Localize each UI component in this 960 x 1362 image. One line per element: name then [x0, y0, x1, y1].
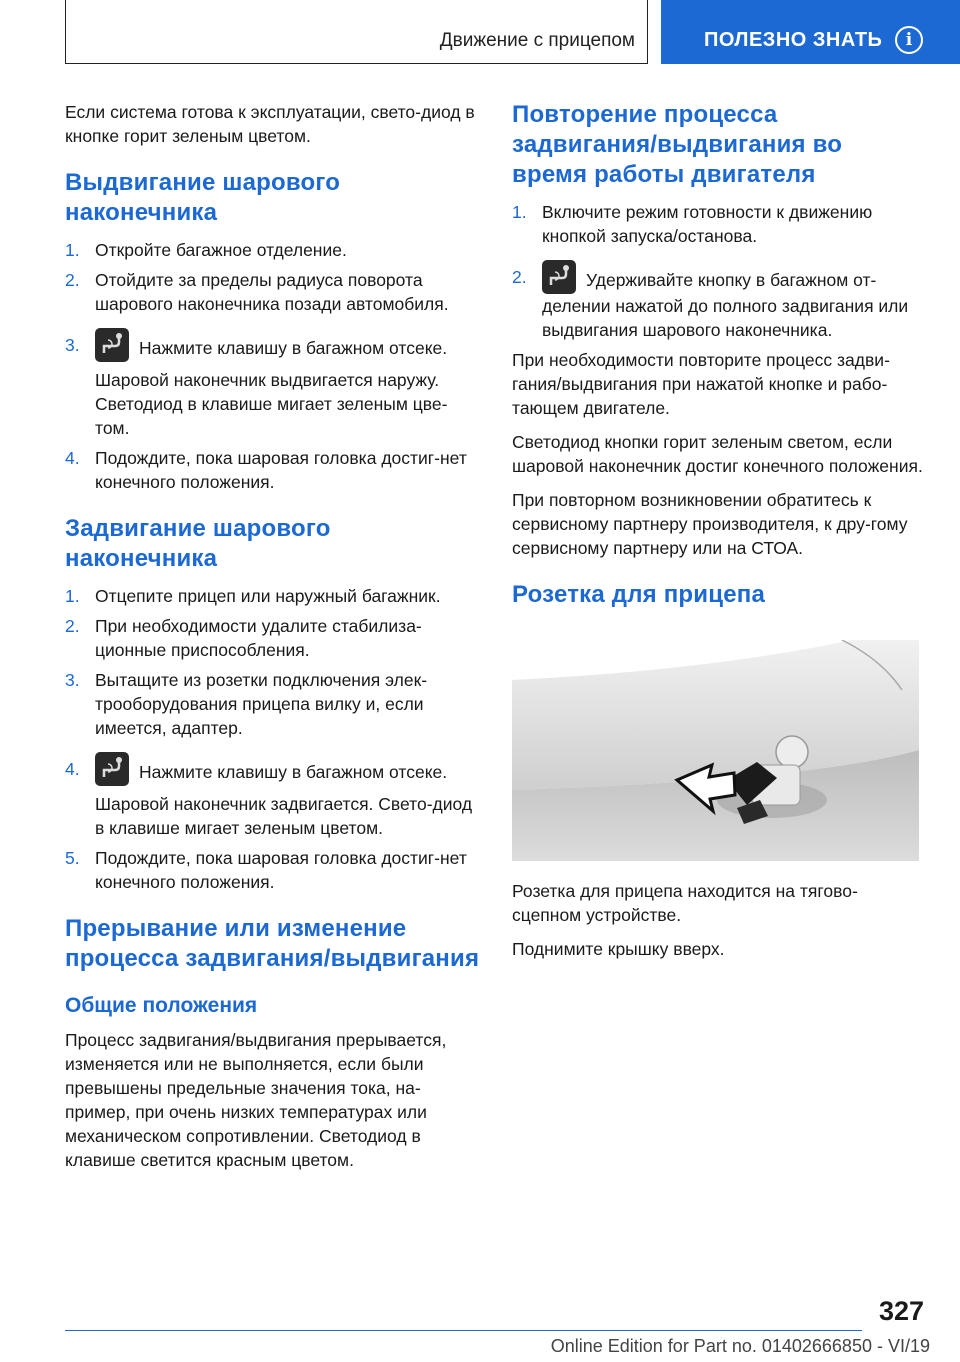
- step-note: Шаровой наконечник выдвигается наружу. Светодиод в клавише мигает зеленым цве-том.: [95, 370, 448, 438]
- left-column: [65, 100, 480, 1182]
- heading-extend: Выдвигание шарового наконечника: [65, 169, 341, 226]
- list-item: 2. Отойдите за пределы радиуса поворота шарового наконечника позади автомобиля.: [65, 270, 449, 314]
- socket-text: Поднимите крышку вверх.: [512, 939, 725, 959]
- header-section-box: [65, 0, 648, 64]
- trailer-hitch-button-icon: [95, 328, 129, 362]
- trailer-hitch-button-icon: [95, 752, 129, 786]
- intro-text: Если система готова к эксплуатации, свето-диод в кнопке горит зеленым цветом.: [65, 102, 475, 146]
- list-item: 3. Нажмите клавишу в багажном отсеке.: [65, 328, 480, 362]
- heading-interrupt: Прерывание или изменение процесса задвигания/выдвигания: [65, 915, 480, 972]
- info-icon: i: [895, 26, 923, 54]
- list-item: 5. Подождите, пока шаровая головка достиг-нет конечного положения.: [65, 848, 467, 892]
- paragraph: Светодиод кнопки горит зеленым светом, если шаровой наконечник достиг конечного положения.: [512, 432, 923, 476]
- paragraph: При необходимости повторите процесс задви-гания/выдвигания при нажатой кнопке и рабо-тающем двигателе.: [512, 350, 890, 418]
- general-text: Процесс задвигания/выдвигания прерывается, изменяется или не выполняется, если были превышены предельные значения тока, на-пример, при очень низких температурах или механическом сопротивлении. Светодиод в клавише светится красным цветом.: [65, 1030, 447, 1170]
- list-item: 4. Подождите, пока шаровая головка достиг-нет конечного положения.: [65, 448, 467, 492]
- list-item: 4. Нажмите клавишу в багажном отсеке.: [65, 752, 480, 786]
- list-item: 1. Откройте багажное отделение.: [65, 240, 347, 260]
- header-chapter-tab[interactable]: [661, 0, 960, 64]
- trailer-hitch-button-icon: [542, 260, 576, 294]
- footer-edition: Online Edition for Part no. 01402666850 - VI/19: [550, 1336, 930, 1356]
- list-item: 3. Вытащите из розетки подключения элек-трооборудования прицепа вилку и, если имеется, адаптер.: [65, 670, 428, 738]
- list-item: 1. Включите режим готовности к движению кнопкой запуска/останова.: [512, 202, 873, 246]
- chapter-title: ПОЛЕЗНО ЗНАТЬ: [704, 29, 883, 51]
- paragraph: При повторном возникновении обратитесь к сервисному партнеру производителя, к дру-гому сервисному партнеру или на СТОА.: [512, 490, 908, 558]
- page-number: 327: [878, 1296, 924, 1326]
- list-item: 2. Удерживайте кнопку в багажном от-делении нажатой до полного задвигания или выдвигания шарового наконечника.: [512, 260, 924, 342]
- list-item: 2. При необходимости удалите стабилиза-ционные приспособления.: [65, 616, 422, 660]
- step-note: Шаровой наконечник задвигается. Свето-диод в клавише мигает зеленым цветом.: [95, 794, 473, 838]
- socket-text: Розетка для прицепа находится на тягово-сцепном устройстве.: [512, 881, 858, 925]
- heading-general: Общие положения: [65, 994, 258, 1017]
- footer-divider: [65, 1330, 862, 1331]
- heading-repeat: Повторение процесса задвигания/выдвигания во время работы двигателя: [512, 101, 843, 188]
- trailer-socket-photo: [512, 640, 919, 861]
- list-item: 1. Отцепите прицеп или наружный багажник.: [65, 586, 441, 606]
- heading-retract: Задвигание шарового наконечника: [65, 515, 331, 572]
- right-column: [512, 100, 924, 971]
- section-title: Движение с прицепом: [439, 30, 635, 51]
- heading-socket: Розетка для прицепа: [512, 581, 765, 608]
